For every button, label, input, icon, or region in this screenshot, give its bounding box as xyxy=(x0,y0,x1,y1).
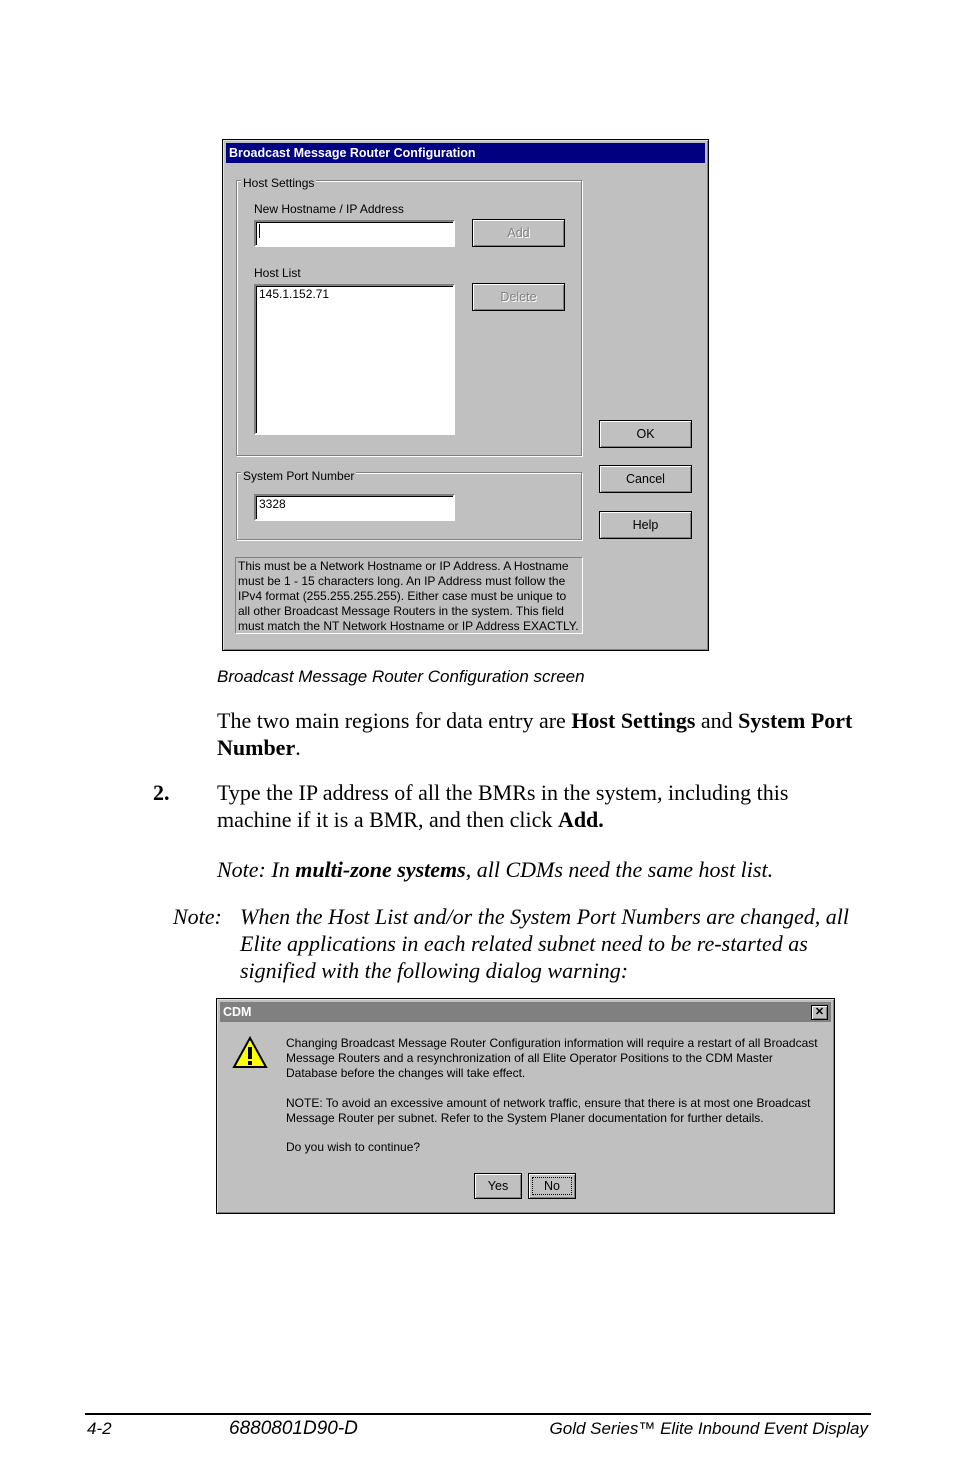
delete-button[interactable]: Delete xyxy=(472,283,565,311)
host-settings-label: Host Settings xyxy=(243,176,315,190)
note-label: Note: xyxy=(173,904,222,929)
new-hostname-label: New Hostname / IP Address xyxy=(254,202,404,216)
footer-doc-number: 6880801D90-D xyxy=(229,1418,358,1439)
warning-icon xyxy=(232,1036,268,1070)
footer-rule xyxy=(85,1413,871,1415)
add-button[interactable]: Add xyxy=(472,219,565,247)
bmr-config-dialog xyxy=(222,139,709,651)
system-port-label: System Port Number xyxy=(243,469,355,483)
hint-text-box: This must be a Network Hostname or IP Address. A Hostname must be 1 - 15 characters long. An IP Address must follow the IPv4 format (255.255.255.255). Either case must be unique to all other Broadcast Message Routers in the system. This field must match the NT Network Hostname or IP Address EXACTLY. xyxy=(235,557,583,634)
system-port-input[interactable]: 3328 xyxy=(254,494,455,521)
cdm-warning-dialog xyxy=(216,998,835,1214)
no-button[interactable]: No xyxy=(528,1173,576,1199)
host-list-box[interactable] xyxy=(254,284,455,435)
cdm-message-2: NOTE: To avoid an excessive amount of network traffic, ensure that there is at most one Broadcast Message Router per subnet. Refer to the System Planer documentation for further details. xyxy=(286,1096,811,1125)
cdm-message-3: Do you wish to continue? xyxy=(286,1140,421,1154)
ok-button[interactable]: OK xyxy=(599,420,692,448)
note-restart-text: When the Host List and/or the System Port Numbers are changed, all Elite applications in each related subnet need to be re-started as signified with the following dialog warning: xyxy=(240,904,850,983)
yes-button[interactable]: Yes xyxy=(474,1173,522,1199)
footer-page-number: 4-2 xyxy=(87,1419,112,1438)
help-button[interactable]: Help xyxy=(599,511,692,539)
close-icon[interactable]: ✕ xyxy=(811,1005,828,1020)
figure-caption: Broadcast Message Router Configuration screen xyxy=(217,667,585,686)
new-hostname-input[interactable] xyxy=(254,220,455,247)
footer-product-title: Gold Series™ Elite Inbound Event Display xyxy=(549,1419,868,1438)
dialog-title: Broadcast Message Router Configuration xyxy=(226,143,705,163)
cdm-message-1: Changing Broadcast Message Router Configuration information will require a restart of all Broadcast Message Routers and a resynchronization of all Elite Operator Positions to the CDM Master Database before the changes will take effect. xyxy=(286,1036,818,1080)
cdm-dialog-title: CDM xyxy=(220,1002,831,1022)
host-list-label: Host List xyxy=(254,266,301,280)
step-text: Type the IP address of all the BMRs in the system, including this machine if it is a BMR, and then click Add. xyxy=(217,780,789,832)
note-multizone: Note: In multi-zone systems, all CDMs need the same host list. xyxy=(217,857,774,882)
text-caret xyxy=(259,224,260,238)
intro-paragraph: The two main regions for data entry are Host Settings and System Port Number. xyxy=(217,708,853,760)
host-list-item[interactable]: 145.1.152.71 xyxy=(259,287,330,301)
cancel-button[interactable]: Cancel xyxy=(599,465,692,493)
step-number: 2. xyxy=(153,780,170,805)
